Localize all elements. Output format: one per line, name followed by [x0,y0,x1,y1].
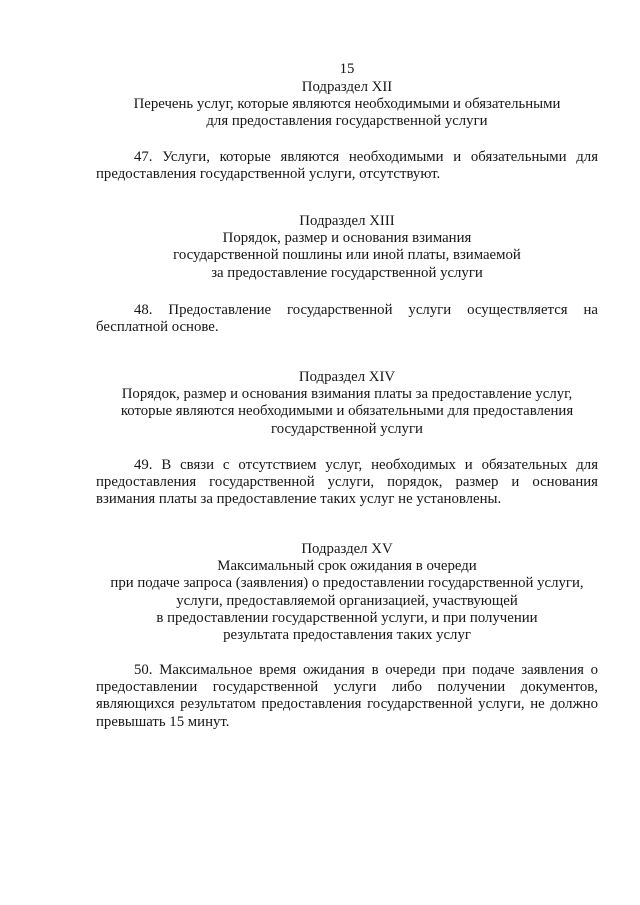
paragraph-line: бесплатной основе. [96,319,219,336]
section-heading-line: в предоставлении государственной услуги, и при получении [156,609,538,626]
section-heading-line: Порядок, размер и основания взимания платы за предоставление услуг, [121,386,573,403]
section-heading-line: Максимальный срок ожидания в очереди [217,558,477,575]
section-heading-title: Подраздел XIV [298,369,396,385]
paragraph-line: предоставления государственной услуги, порядок, размер и основания [96,474,598,491]
section-heading-line: результата предоставления таких услуг [223,627,471,644]
section-heading-line: Порядок, размер и основания взимания [222,230,472,247]
paragraph-line: 50. Максимальное время ожидания в очереди при подаче заявления о [134,662,598,678]
paragraph-line: 47. Услуги, которые являются необходимыми и обязательными для [134,149,598,165]
section-heading-line: Перечень услуг, которые являются необходимыми и обязательными [133,96,561,113]
section-heading-xiv [96,369,598,438]
section-heading-line: за предоставление государственной услуги [211,264,483,281]
section-heading-line: услуги, предоставляемой организацией, участвующей [176,592,518,609]
paragraph-line: 48. Предоставление государственной услуги осуществляется на [134,302,598,318]
section-heading-xii [96,79,598,131]
paragraph-line: 49. В связи с отсутствием услуг, необходимых и обязательных для [134,457,598,473]
paragraph-49 [96,457,598,509]
page-number [96,61,598,78]
paragraph-48 [96,302,598,336]
paragraph-line: являющихся результатом предоставления государственной услуги, не должно [96,696,598,713]
section-heading-line: государственной пошлины или иной платы, взимаемой [173,247,521,264]
section-heading-line: которые являются необходимыми и обязательными для предоставления [120,403,574,420]
page-number-text: 15 [339,61,355,77]
paragraph-50 [96,662,598,731]
section-heading-xiii [96,213,598,282]
section-heading-line: для предоставления государственной услуги [206,113,488,130]
section-heading-title: Подраздел XIII [299,213,395,229]
paragraph-line: предоставления государственной услуги, отсутствуют. [96,166,441,183]
paragraph-line: предоставлении государственной услуги либо получении документов, [96,679,598,696]
section-heading-line: при подаче запроса (заявления) о предоставлении государственной услуги, [110,575,584,592]
section-heading-line: государственной услуги [271,420,423,437]
section-heading-title: Подраздел XV [301,541,393,557]
paragraph-line: взимания платы за предоставление таких услуг не установлены. [96,491,502,508]
section-heading-xv [96,541,598,644]
section-heading-title: Подраздел XII [301,79,393,95]
paragraph-47 [96,149,598,183]
paragraph-line: превышать 15 минут. [96,713,230,730]
